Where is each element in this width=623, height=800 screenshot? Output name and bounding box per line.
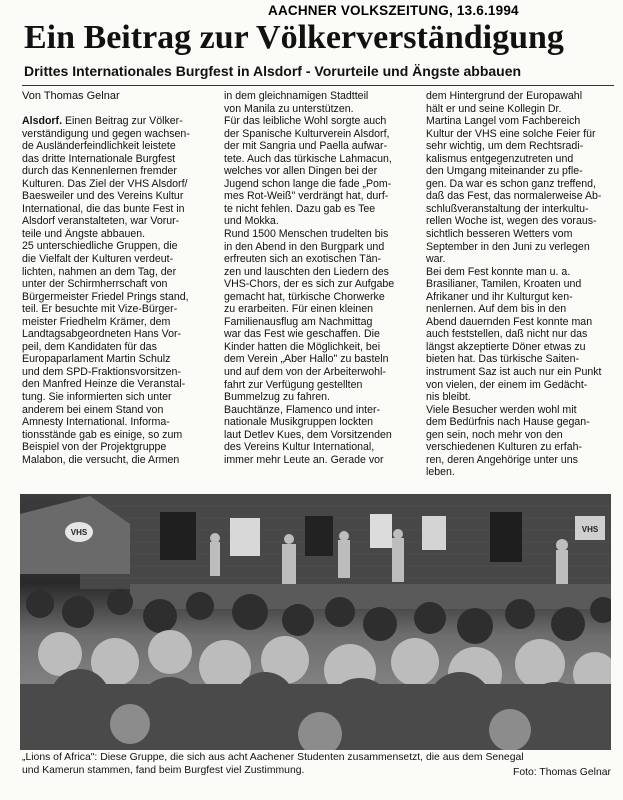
column-line: in den Abend in den Burgpark und <box>224 240 385 253</box>
column-line: September in den Juni zu verlegen <box>426 240 590 253</box>
subheadline: Drittes Internationales Burgfest in Alsdorf - Vorurteile und Ängste abbauen <box>24 63 522 79</box>
column-line: teile und Ängste abbauen. <box>22 227 146 240</box>
column-line: den Manfred Heinze die Veranstal- <box>22 378 186 391</box>
column-line: welches vor allen Dingen bei der <box>224 165 378 178</box>
column-line: dem Hintergrund der Europawahl <box>426 90 583 102</box>
column-line: war. <box>426 253 446 266</box>
photo-illustration <box>20 494 611 750</box>
column-line: lichten, nahmen an dem Tag, der <box>22 265 177 278</box>
column-line: schlußveranstaltung der interkultu- <box>426 202 589 215</box>
column-line: längst akzeptierte Döner etwas zu <box>426 340 586 353</box>
concert-crowd-photo <box>20 494 611 750</box>
column-text: Einen Beitrag zur Völker- <box>62 115 183 127</box>
column-line: tionsstände gab es einige, so zum <box>22 428 183 441</box>
column-line: Für das leibliche Wohl sorgte auch <box>224 115 387 128</box>
column-line: mes Rot-Weiß" verdrängt hat, durf- <box>224 190 389 203</box>
column-line: 25 unterschiedliche Gruppen, die <box>22 240 178 253</box>
column-line: Europaparlament Martin Schulz <box>22 353 171 366</box>
column-line: leben. <box>426 466 455 479</box>
column-line: nationale Musikgruppen lockten <box>224 416 373 429</box>
photo-credit: Foto: Thomas Gelnar <box>513 767 611 778</box>
column-line: verschiedenen Kulturen zu erfah- <box>426 441 583 454</box>
header-rule <box>22 85 614 86</box>
column-line: Baesweiler und des Vereins Kultur <box>22 190 184 203</box>
column-line: sichtlich besseren Wetters vom <box>426 228 573 241</box>
column-line: Amnesty International. Informa- <box>22 416 170 429</box>
caption-line: und Kamerun stammen, fand beim Burgfest viel Zustimmung. <box>22 765 305 776</box>
article-column-1 <box>22 115 212 466</box>
column-line: fahrt zur Verfügung gestellten <box>224 378 363 391</box>
column-line: gemacht hat, türkische Chorwerke <box>224 290 385 303</box>
column-line: Beispiel von der Projektgruppe <box>22 441 167 454</box>
column-line: gen sein, noch mehr von den <box>426 428 563 441</box>
column-line: Abend dauernden Fest konnte man <box>426 315 593 328</box>
column-line: meister Friedhelm Krämer, dem <box>22 315 171 328</box>
column-line: nenlernen. Auf dem bis in den <box>426 303 567 316</box>
column-line: gen. Da war es schon ganz treffend, <box>426 177 596 190</box>
caption-line: „Lions of Africa": Diese Gruppe, die sich aus acht Aachener Studenten zusammensetzt, die aus dem Senegal <box>22 752 524 763</box>
column-line: Alsdorf veranstalteten, war Vorur- <box>22 215 180 228</box>
column-line: Bei dem Fest konnte man u. a. <box>426 265 571 278</box>
newspaper-source: AACHNER VOLKSZEITUNG, 13.6.1994 <box>268 3 519 18</box>
column-line: kalismus entgegenzutreten und <box>426 152 574 165</box>
column-line: von vielen, der einem im Gedächt- <box>426 378 588 391</box>
column-line: Viele Besucher werden wohl mit <box>426 403 577 416</box>
column-line: anderem bei einem Stand von <box>22 403 164 416</box>
column-line: International, die das bunte Fest in <box>22 202 185 215</box>
column-line: te nicht fehlen. Dazu gab es Tee <box>224 202 376 215</box>
column-line: tete. Auch das türkische Lahmacun, <box>224 152 392 165</box>
column-line: Rund 1500 Menschen trudelten bis <box>224 228 389 241</box>
column-line: durch das Kennenlernen fremder <box>22 165 177 178</box>
column-line: war das Fest wie geschaffen. Die <box>224 328 380 341</box>
column-line: dem Verein „Aber Hallo" zu basteln <box>224 353 389 366</box>
column-line: der mit Sangria und Paella aufwar- <box>224 140 388 153</box>
column-line: das dritte Internationale Burgfest <box>22 152 176 165</box>
column-line: und Mokka. <box>224 215 279 228</box>
column-line: teil. Er besuchte mit Vize-Bürger- <box>22 303 178 316</box>
column-line: nis bleibt. <box>426 391 471 404</box>
column-line: laut Detlev Kues, dem Vorsitzenden <box>224 428 392 441</box>
column-line: und dem SPD-Fraktionsvorsitzen- <box>22 365 181 378</box>
column-line: de Ausländerfeindlichkeit leistete <box>22 140 176 153</box>
column-line: bieten hat. Das türkische Saiten- <box>426 353 580 366</box>
headline: Ein Beitrag zur Völkerverständigung <box>24 19 564 56</box>
column-line: verständigung und gegen wachsen- <box>22 127 190 140</box>
column-line: Bürgermeister Friedel Prings stand, <box>22 290 189 303</box>
column-line: sehr wichtig, um dem Rechtsradi- <box>426 140 584 153</box>
column-line: Landtagsabgeordneten Hans Vor- <box>22 328 182 341</box>
column-line: und auf dem von der Arbeiterwohl- <box>224 366 386 379</box>
column-line: Brasilianer, Tamilen, Kroaten und <box>426 278 582 291</box>
column-line: zen und lauschten den Liedern des <box>224 265 389 278</box>
column-line: daß das Fest, das normalerweise Ab- <box>426 190 602 203</box>
vhs-logo-left: VHS <box>70 528 88 537</box>
column-line: Jugend schon lange die fade „Pom- <box>224 177 392 190</box>
column-line: von Manila zu unterstützen. <box>224 102 354 115</box>
column-line: Kulturen. Das Ziel der VHS Alsdorf/ <box>22 177 188 190</box>
column-line: Bauchtänze, Flamenco und inter- <box>224 403 381 416</box>
column-line: hält er und seine Kollegin Dr. <box>426 102 562 115</box>
column-line: zu erarbeiten. Für einen kleinen <box>224 303 373 316</box>
article-column-3 <box>426 90 616 479</box>
column-line: erfreuten sich an exotischen Tän- <box>224 253 382 266</box>
byline: Von Thomas Gelnar <box>22 90 120 102</box>
column-line: dem Bedürfnis nach Hause gegan- <box>426 416 590 429</box>
column-line <box>22 115 212 128</box>
column-line: tung. Sie informierten sich unter <box>22 391 172 404</box>
column-line: die Vielfalt der Kulturen verdeut- <box>22 253 174 266</box>
column-line: Kinder hatten die Möglichkeit, bei <box>224 340 381 353</box>
column-line: rellen Woche ist, wegen des voraus- <box>426 215 597 228</box>
vhs-logo-right: VHS <box>581 525 599 534</box>
column-line: peil, dem Kandidaten für das <box>22 340 157 353</box>
dateline: Alsdorf. <box>22 115 63 127</box>
column-line: unter der Schirmherrschaft von <box>22 278 168 291</box>
column-line: instrument Saz ist auch nur ein Punkt <box>426 366 602 379</box>
column-line: Malabon, die versucht, die Armen <box>22 453 180 466</box>
column-line: Kultur der VHS eine solche Feier für <box>426 127 596 140</box>
column-line: Familienausflug am Nachmittag <box>224 315 373 328</box>
column-line: den Umgang miteinander zu pfle- <box>426 165 583 178</box>
column-line: VHS-Chors, der es sich zur Aufgabe <box>224 278 395 291</box>
column-line: Bummelzug zu fahren. <box>224 391 330 404</box>
column-line: immer mehr Leute an. Gerade vor <box>224 453 384 466</box>
column-line: ren, deren Angehörige unter uns <box>426 453 578 466</box>
article-column-2 <box>224 90 414 466</box>
column-line: auch feststellen, daß nicht nur das <box>426 328 588 341</box>
column-line: Afrikaner und ihr Kulturgut ken- <box>426 290 573 303</box>
column-line: Martina Langel vom Fachbereich <box>426 115 581 128</box>
column-line: in dem gleichnamigen Stadtteil <box>224 90 369 102</box>
column-line: des Vereins Kultur International, <box>224 441 375 454</box>
column-line: der Spanische Kulturverein Alsdorf, <box>224 127 390 140</box>
